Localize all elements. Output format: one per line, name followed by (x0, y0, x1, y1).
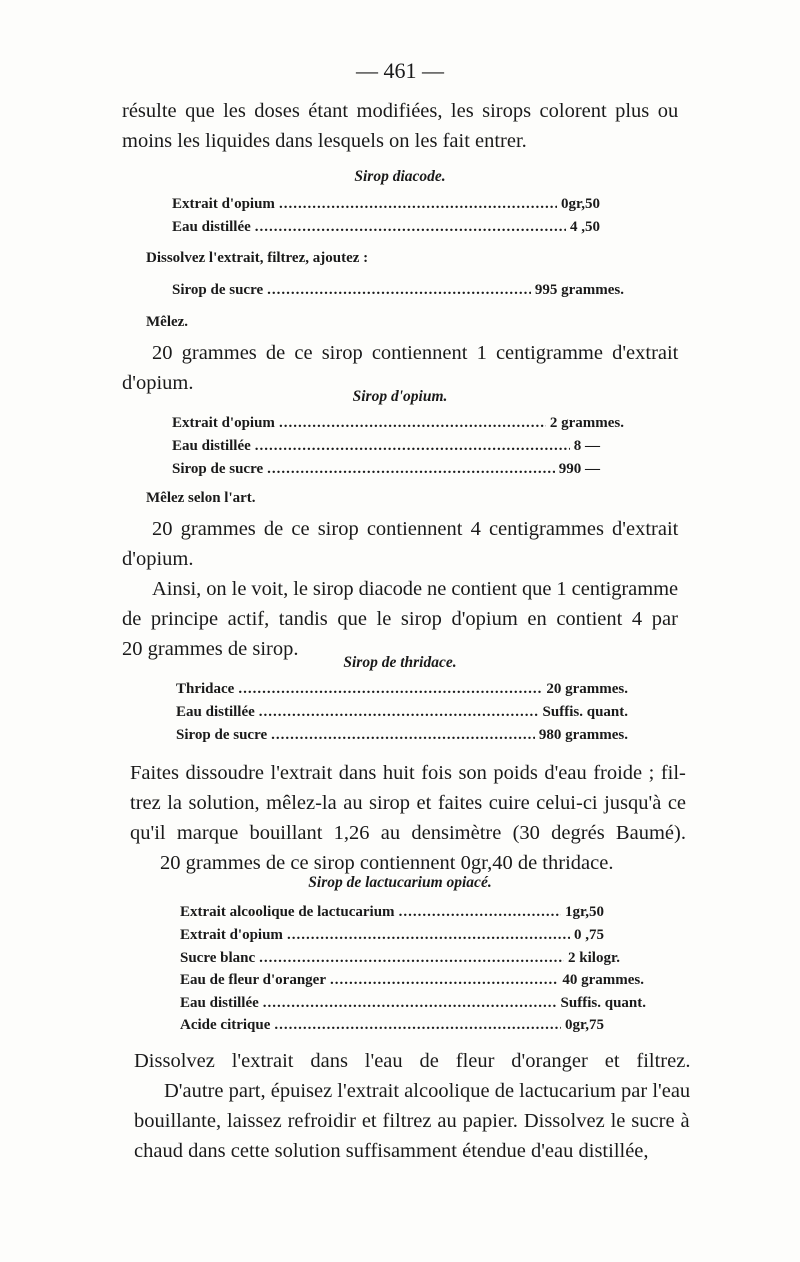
leader-dots (255, 438, 570, 455)
ingredient-qty: Suffis. quant. (560, 995, 646, 1011)
leader-dots (274, 1017, 561, 1034)
ingredient-name: Acide citrique (180, 1017, 271, 1033)
ingredient-name: Sirop de sucre (176, 727, 268, 743)
text-line: de principe actif, tandis que le sirop d'opium en contient 4 par (122, 608, 678, 630)
ingredient-qty: 40 grammes. (562, 972, 644, 988)
ingredient-name: Extrait d'opium (180, 927, 283, 943)
ingredient-qty: 990 — (558, 461, 600, 477)
ingredient-name: Sucre blanc (180, 950, 256, 966)
text-line: 20 grammes de ce sirop contiennent 4 centigrammes d'extrait (152, 518, 679, 540)
ingredient-qty: 995 grammes. (534, 282, 624, 298)
ingredient-row (172, 196, 600, 213)
ingredient-qty: 2 grammes. (549, 415, 624, 431)
ingredient-qty: Suffis. quant. (542, 704, 628, 720)
ingredient-name: Eau distillée (180, 995, 259, 1011)
leader-dots (255, 219, 566, 236)
ingredient-qty: 0 ,75 (574, 927, 604, 943)
ingredient-row (180, 927, 604, 944)
ingredient-qty: 2 kilogr. (568, 950, 620, 966)
leader-dots (287, 927, 570, 944)
text-line: Faites dissoudre l'extrait dans huit fois son poids d'eau froide ; fil- (130, 762, 686, 784)
ingredient-row (180, 972, 644, 989)
recipe-title-opium: Sirop d'opium. (352, 388, 448, 405)
lactucarium-paragraph (134, 1046, 690, 1166)
ingredient-name: Extrait d'opium (172, 196, 275, 212)
text-line: d'opium. (122, 548, 194, 570)
ingredient-row (172, 282, 624, 299)
ingredient-row (180, 904, 604, 921)
recipe-title-lactucarium: Sirop de lactucarium opiacé. (308, 874, 492, 891)
ingredient-row (172, 415, 624, 432)
recipe-title-thridace: Sirop de thridace. (343, 654, 457, 671)
ingredient-row (176, 681, 628, 698)
mix-note: Mêlez selon l'art. (146, 490, 256, 506)
ingredient-name: Extrait alcoolique de lactucarium (180, 904, 395, 920)
leader-dots (399, 904, 561, 921)
ingredient-row (176, 704, 628, 721)
ingredient-name: Eau de fleur d'oranger (180, 972, 326, 988)
ingredient-qty: 8 — (573, 438, 600, 454)
ingredient-name: Eau distillée (176, 704, 255, 720)
text-line: Ainsi, on le voit, le sirop diacode ne contient que 1 centigramme (152, 578, 679, 600)
text-line: 20 grammes de sirop. (122, 638, 299, 660)
thridace-paragraph (130, 758, 686, 878)
ingredient-qty: 20 grammes. (546, 681, 628, 697)
ingredient-name: Eau distillée (172, 438, 251, 454)
ingredient-name: Eau distillée (172, 219, 251, 235)
ingredient-row (172, 219, 600, 236)
ingredient-row (176, 727, 628, 744)
page-number: — 461 — (356, 58, 444, 83)
leader-dots (263, 995, 557, 1012)
text-line: 20 grammes de ce sirop contiennent 0gr,40 de thridace. (160, 852, 614, 874)
ingredient-qty: 1gr,50 (564, 904, 604, 920)
mix-note: Mêlez. (146, 314, 189, 330)
text-line: moins les liquides dans lesquels on les fait entrer. (122, 130, 527, 152)
leader-dots (267, 282, 531, 299)
ingredient-qty: 0gr,50 (560, 196, 600, 212)
ingredient-row (180, 995, 646, 1012)
ingredient-row (180, 1017, 604, 1034)
leader-dots (330, 972, 558, 989)
opium-paragraph (122, 514, 678, 664)
leader-dots (271, 727, 535, 744)
leader-dots (259, 950, 564, 967)
intro-paragraph (122, 96, 678, 156)
ingredient-qty: 0gr,75 (564, 1017, 604, 1033)
text-line: d'opium. (122, 372, 194, 394)
leader-dots (238, 681, 542, 698)
ingredient-qty: 4 ,50 (570, 219, 600, 235)
leader-dots (279, 415, 546, 432)
text-line: chaud dans cette solution suffisamment étendue d'eau distillée, (134, 1140, 649, 1162)
instruction-text: Dissolvez l'extrait, filtrez, ajoutez : (146, 250, 369, 266)
ingredient-row (172, 461, 600, 478)
text-line: trez la solution, mêlez-la au sirop et faites cuire celui-ci jusqu'à ce (130, 792, 687, 814)
ingredient-name: Extrait d'opium (172, 415, 275, 431)
text-line: qu'il marque bouillant 1,26 au densimètre (30 degrés Baumé). (130, 822, 686, 844)
ingredient-row (180, 950, 620, 967)
ingredient-name: Sirop de sucre (172, 461, 264, 477)
leader-dots (259, 704, 539, 721)
recipe-title-diacode: Sirop diacode. (354, 168, 446, 185)
text-line: 20 grammes de ce sirop contiennent 1 centigramme d'extrait (152, 342, 679, 364)
ingredient-name: Thridace (176, 681, 235, 697)
text-line: D'autre part, épuisez l'extrait alcoolique de lactucarium par l'eau (164, 1080, 691, 1102)
ingredient-name: Sirop de sucre (172, 282, 264, 298)
text-line: bouillante, laissez refroidir et filtrez au papier. Dissolvez le sucre à (134, 1110, 690, 1132)
ingredient-row (172, 438, 600, 455)
leader-dots (267, 461, 555, 478)
leader-dots (279, 196, 557, 213)
ingredient-qty: 980 grammes. (538, 727, 628, 743)
text-line: Dissolvez l'extrait dans l'eau de fleur d'oranger et filtrez. (134, 1050, 691, 1072)
text-line: résulte que les doses étant modifiées, les sirops colorent plus ou (122, 100, 679, 122)
